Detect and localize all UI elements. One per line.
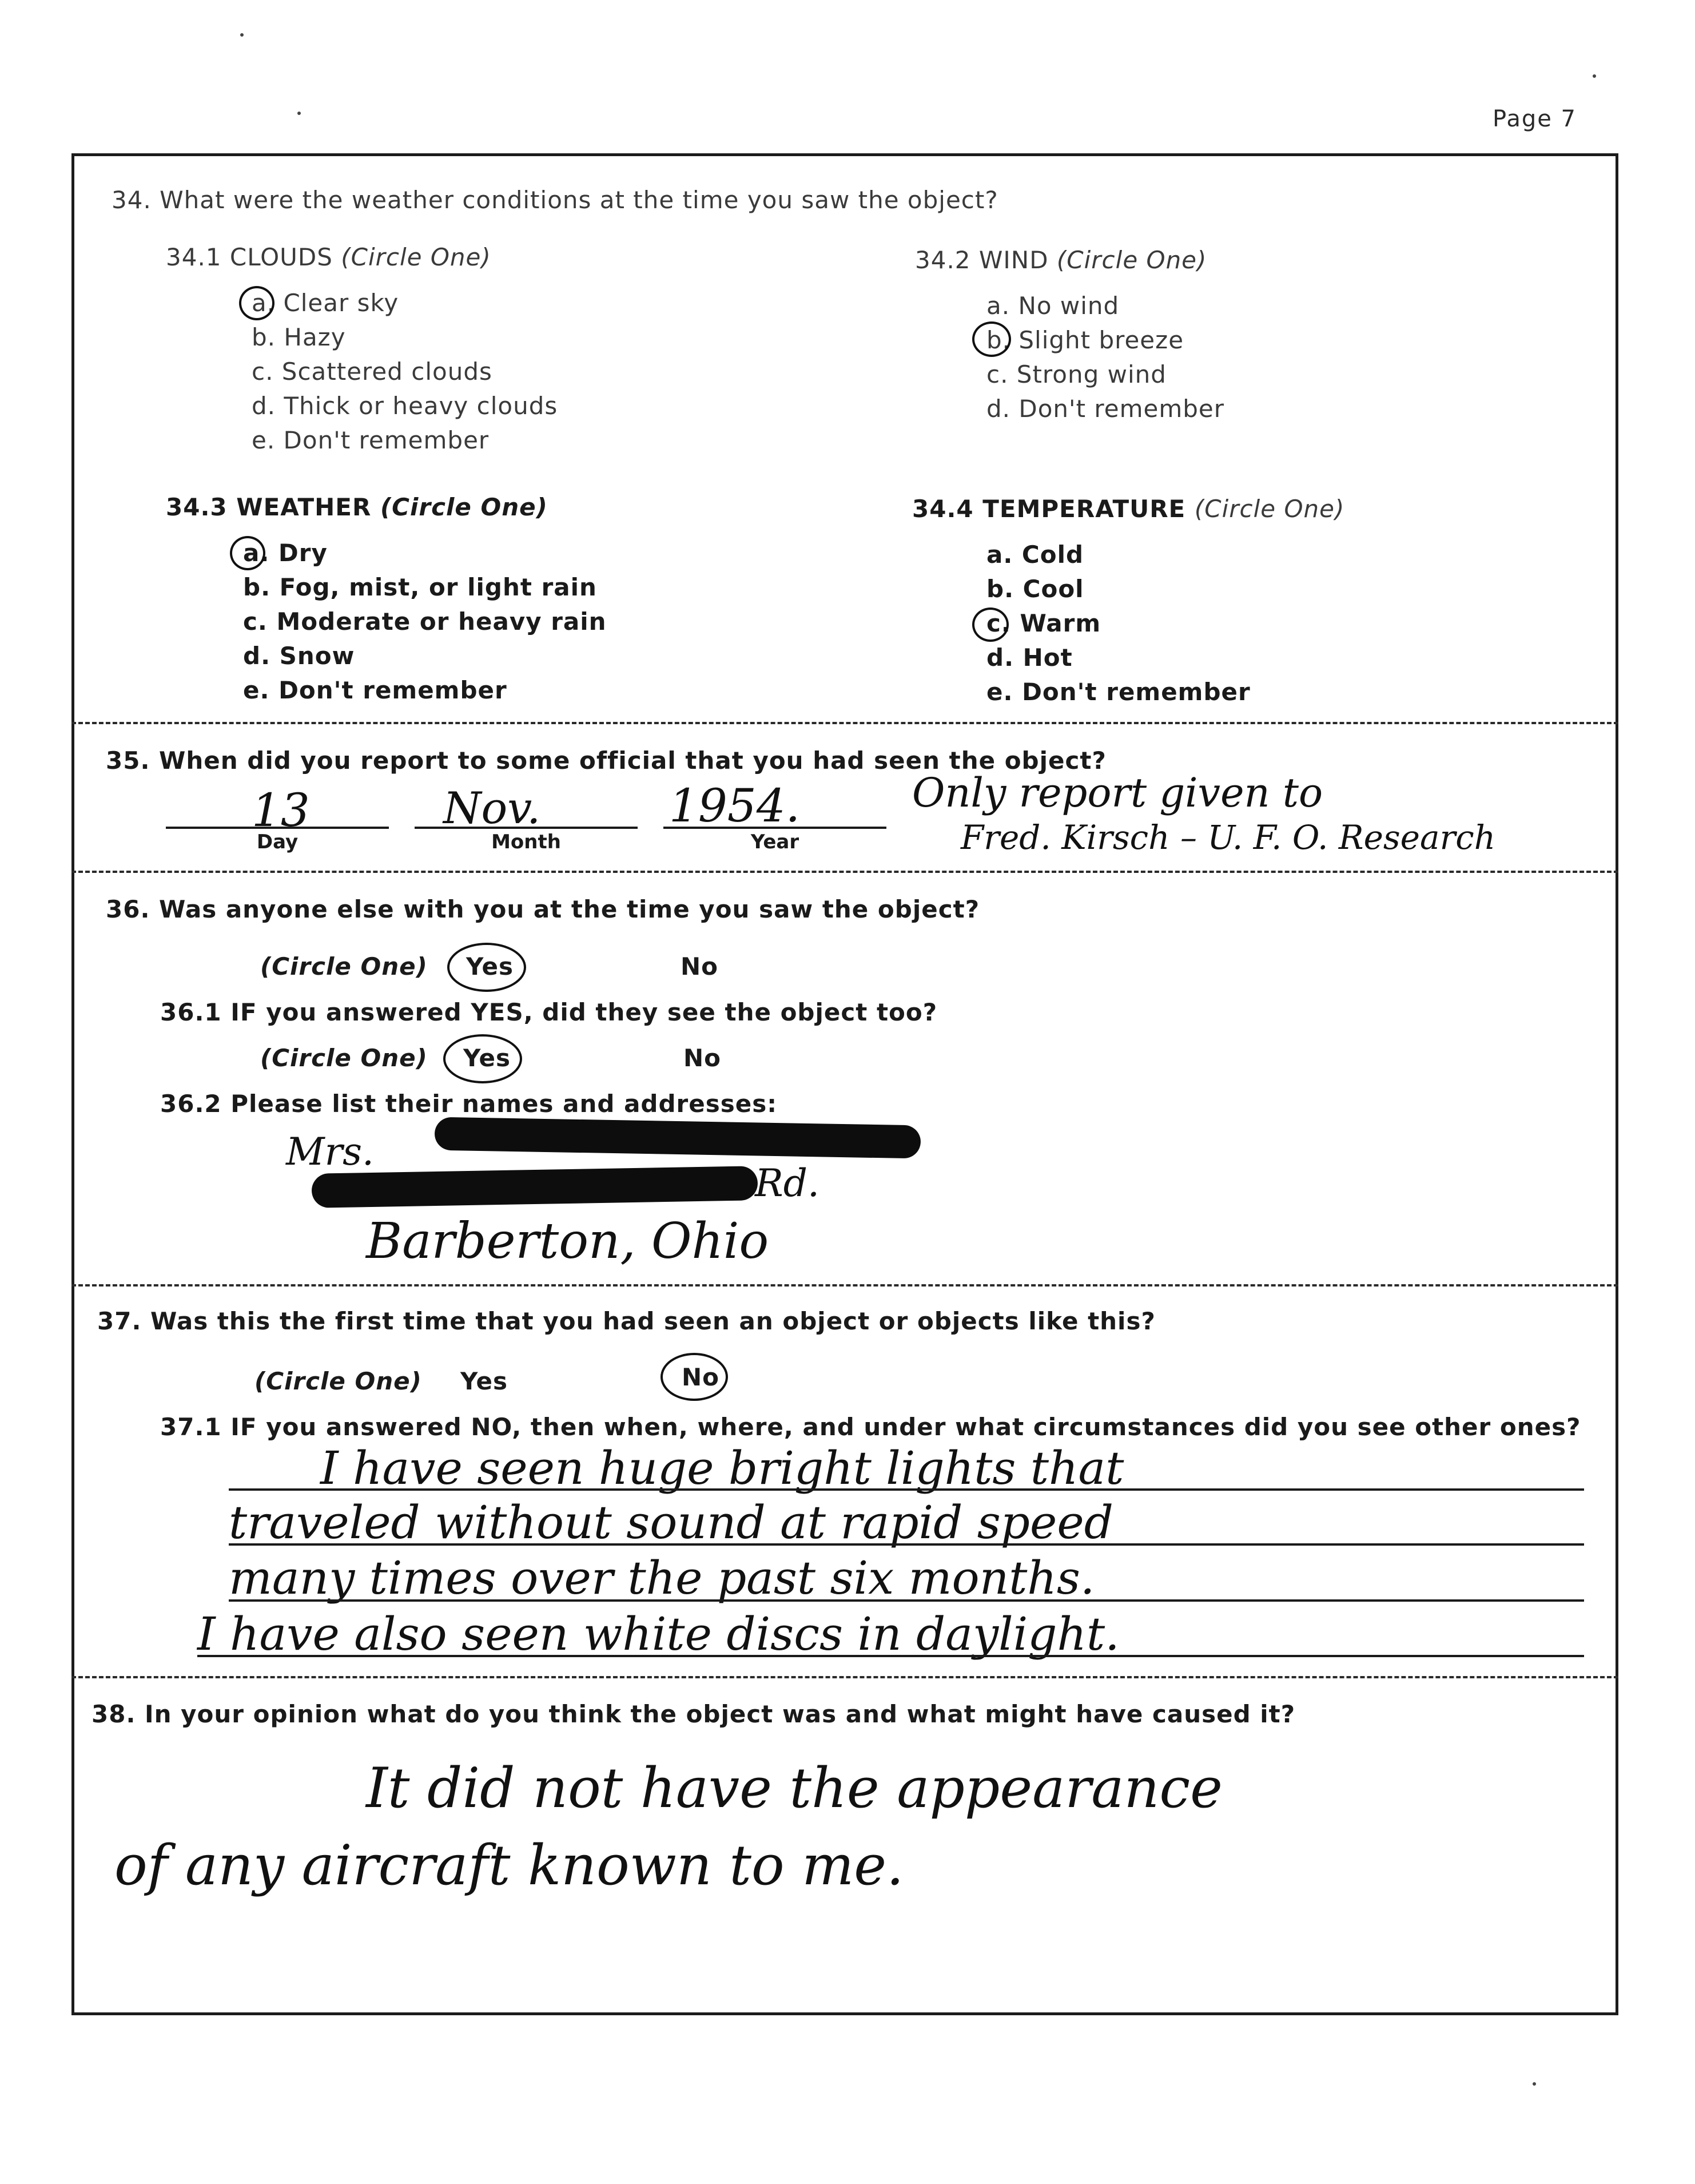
circle-one-label: (Circle One)	[254, 1367, 422, 1395]
companion-name-prefix: Mrs.	[286, 1130, 374, 1174]
answer-38-line1: It did not have the appearance	[366, 1756, 1223, 1820]
clouds-option-b[interactable]: b. Hazy	[252, 323, 346, 351]
section-divider	[71, 871, 1618, 873]
temperature-option-e[interactable]: e. Don't remember	[986, 678, 1251, 706]
clouds-option-d[interactable]: d. Thick or heavy clouds	[252, 392, 558, 420]
year-label: Year	[750, 831, 799, 853]
companion-address-suffix: Rd.	[755, 1161, 819, 1205]
section-divider	[71, 722, 1618, 724]
selection-circle	[972, 607, 1009, 642]
wind-option-a[interactable]: a. No wind	[986, 292, 1120, 320]
selection-circle	[230, 536, 265, 570]
clouds-heading: 34.1 CLOUDS (Circle One)	[166, 243, 491, 271]
month-label: Month	[491, 831, 561, 853]
question-38: 38. In your opinion what do you think the object was and what might have caused it?	[91, 1700, 1296, 1728]
weather-option-c[interactable]: c. Moderate or heavy rain	[243, 607, 607, 636]
answer-37-line3: many times over the past six months.	[229, 1551, 1095, 1605]
q36-no[interactable]: No	[681, 952, 719, 980]
q36-yes[interactable]: Yes	[466, 952, 514, 980]
circle-one-label: (Circle One)	[260, 952, 428, 980]
selection-circle	[661, 1353, 728, 1401]
q36-1-yes[interactable]: Yes	[463, 1044, 511, 1072]
page-number: Page 7	[1493, 106, 1577, 132]
temperature-option-c[interactable]: c. Warm	[986, 609, 1101, 637]
question-36-2: 36.2 Please list their names and addresses:	[160, 1090, 778, 1118]
wind-option-c[interactable]: c. Strong wind	[986, 360, 1167, 388]
answer-38-line2: of any aircraft known to me.	[114, 1833, 904, 1897]
answer-37-line1: I have seen huge bright lights that	[320, 1442, 1124, 1495]
q37-no[interactable]: No	[682, 1363, 720, 1391]
answer-37-line2: traveled without sound at rapid speed	[229, 1496, 1113, 1549]
weather-heading: 34.3 WEATHER (Circle One)	[166, 493, 548, 521]
circle-one-label: (Circle One)	[260, 1044, 428, 1072]
question-35: 35. When did you report to some official that you had seen the object?	[106, 746, 1107, 775]
section-divider	[71, 1676, 1618, 1678]
temperature-option-a[interactable]: a. Cold	[986, 541, 1084, 569]
temperature-option-b[interactable]: b. Cool	[986, 575, 1084, 603]
wind-option-b[interactable]: b. Slight breeze	[986, 326, 1184, 354]
answer-underline	[229, 1599, 1584, 1602]
scan-speck	[1533, 2082, 1536, 2086]
temperature-heading: 34.4 TEMPERATURE (Circle One)	[912, 495, 1345, 523]
weather-option-a[interactable]: a. Dry	[243, 539, 328, 567]
weather-option-b[interactable]: b. Fog, mist, or light rain	[243, 573, 597, 601]
clouds-option-e[interactable]: e. Don't remember	[252, 426, 490, 454]
scan-speck	[297, 112, 301, 115]
day-underline	[166, 827, 389, 829]
day-label: Day	[256, 831, 299, 853]
scan-speck	[1593, 74, 1596, 78]
report-note-line2: Fred. Kirsch – U. F. O. Research	[961, 818, 1496, 857]
weather-option-d[interactable]: d. Snow	[243, 642, 355, 670]
month-underline	[415, 827, 638, 829]
selection-circle	[972, 321, 1011, 357]
selection-circle	[443, 1034, 522, 1083]
temperature-option-d[interactable]: d. Hot	[986, 644, 1073, 672]
selection-circle	[447, 943, 526, 992]
clouds-option-c[interactable]: c. Scattered clouds	[252, 358, 492, 386]
section-divider	[71, 1284, 1618, 1286]
report-year[interactable]: 1954.	[669, 779, 801, 832]
question-36-1: 36.1 IF you answered YES, did they see the object too?	[160, 998, 938, 1026]
clouds-option-a[interactable]: a. Clear sky	[252, 289, 399, 317]
answer-underline	[229, 1488, 1584, 1491]
scan-speck	[240, 33, 244, 37]
companion-city: Barberton, Ohio	[366, 1213, 769, 1270]
report-month[interactable]: Nov.	[443, 783, 541, 833]
question-37: 37. Was this the first time that you had seen an object or objects like this?	[97, 1307, 1156, 1335]
wind-option-d[interactable]: d. Don't remember	[986, 395, 1224, 423]
wind-heading: 34.2 WIND (Circle One)	[915, 246, 1207, 274]
answer-37-line4: I have also seen white discs in daylight.	[197, 1607, 1120, 1661]
weather-option-e[interactable]: e. Don't remember	[243, 676, 507, 704]
question-34: 34. What were the weather conditions at the time you saw the object?	[112, 186, 998, 214]
year-underline	[663, 827, 886, 829]
question-36: 36. Was anyone else with you at the time you saw the object?	[106, 895, 980, 923]
q37-yes[interactable]: Yes	[460, 1367, 508, 1395]
report-note-line1: Only report given to	[912, 769, 1323, 816]
answer-underline	[197, 1655, 1584, 1657]
question-37-1: 37.1 IF you answered NO, then when, where, and under what circumstances did you see other ones?	[160, 1413, 1581, 1441]
report-day[interactable]: 13	[252, 784, 310, 837]
answer-underline	[229, 1543, 1584, 1546]
selection-circle	[239, 286, 274, 320]
q36-1-no[interactable]: No	[683, 1044, 722, 1072]
